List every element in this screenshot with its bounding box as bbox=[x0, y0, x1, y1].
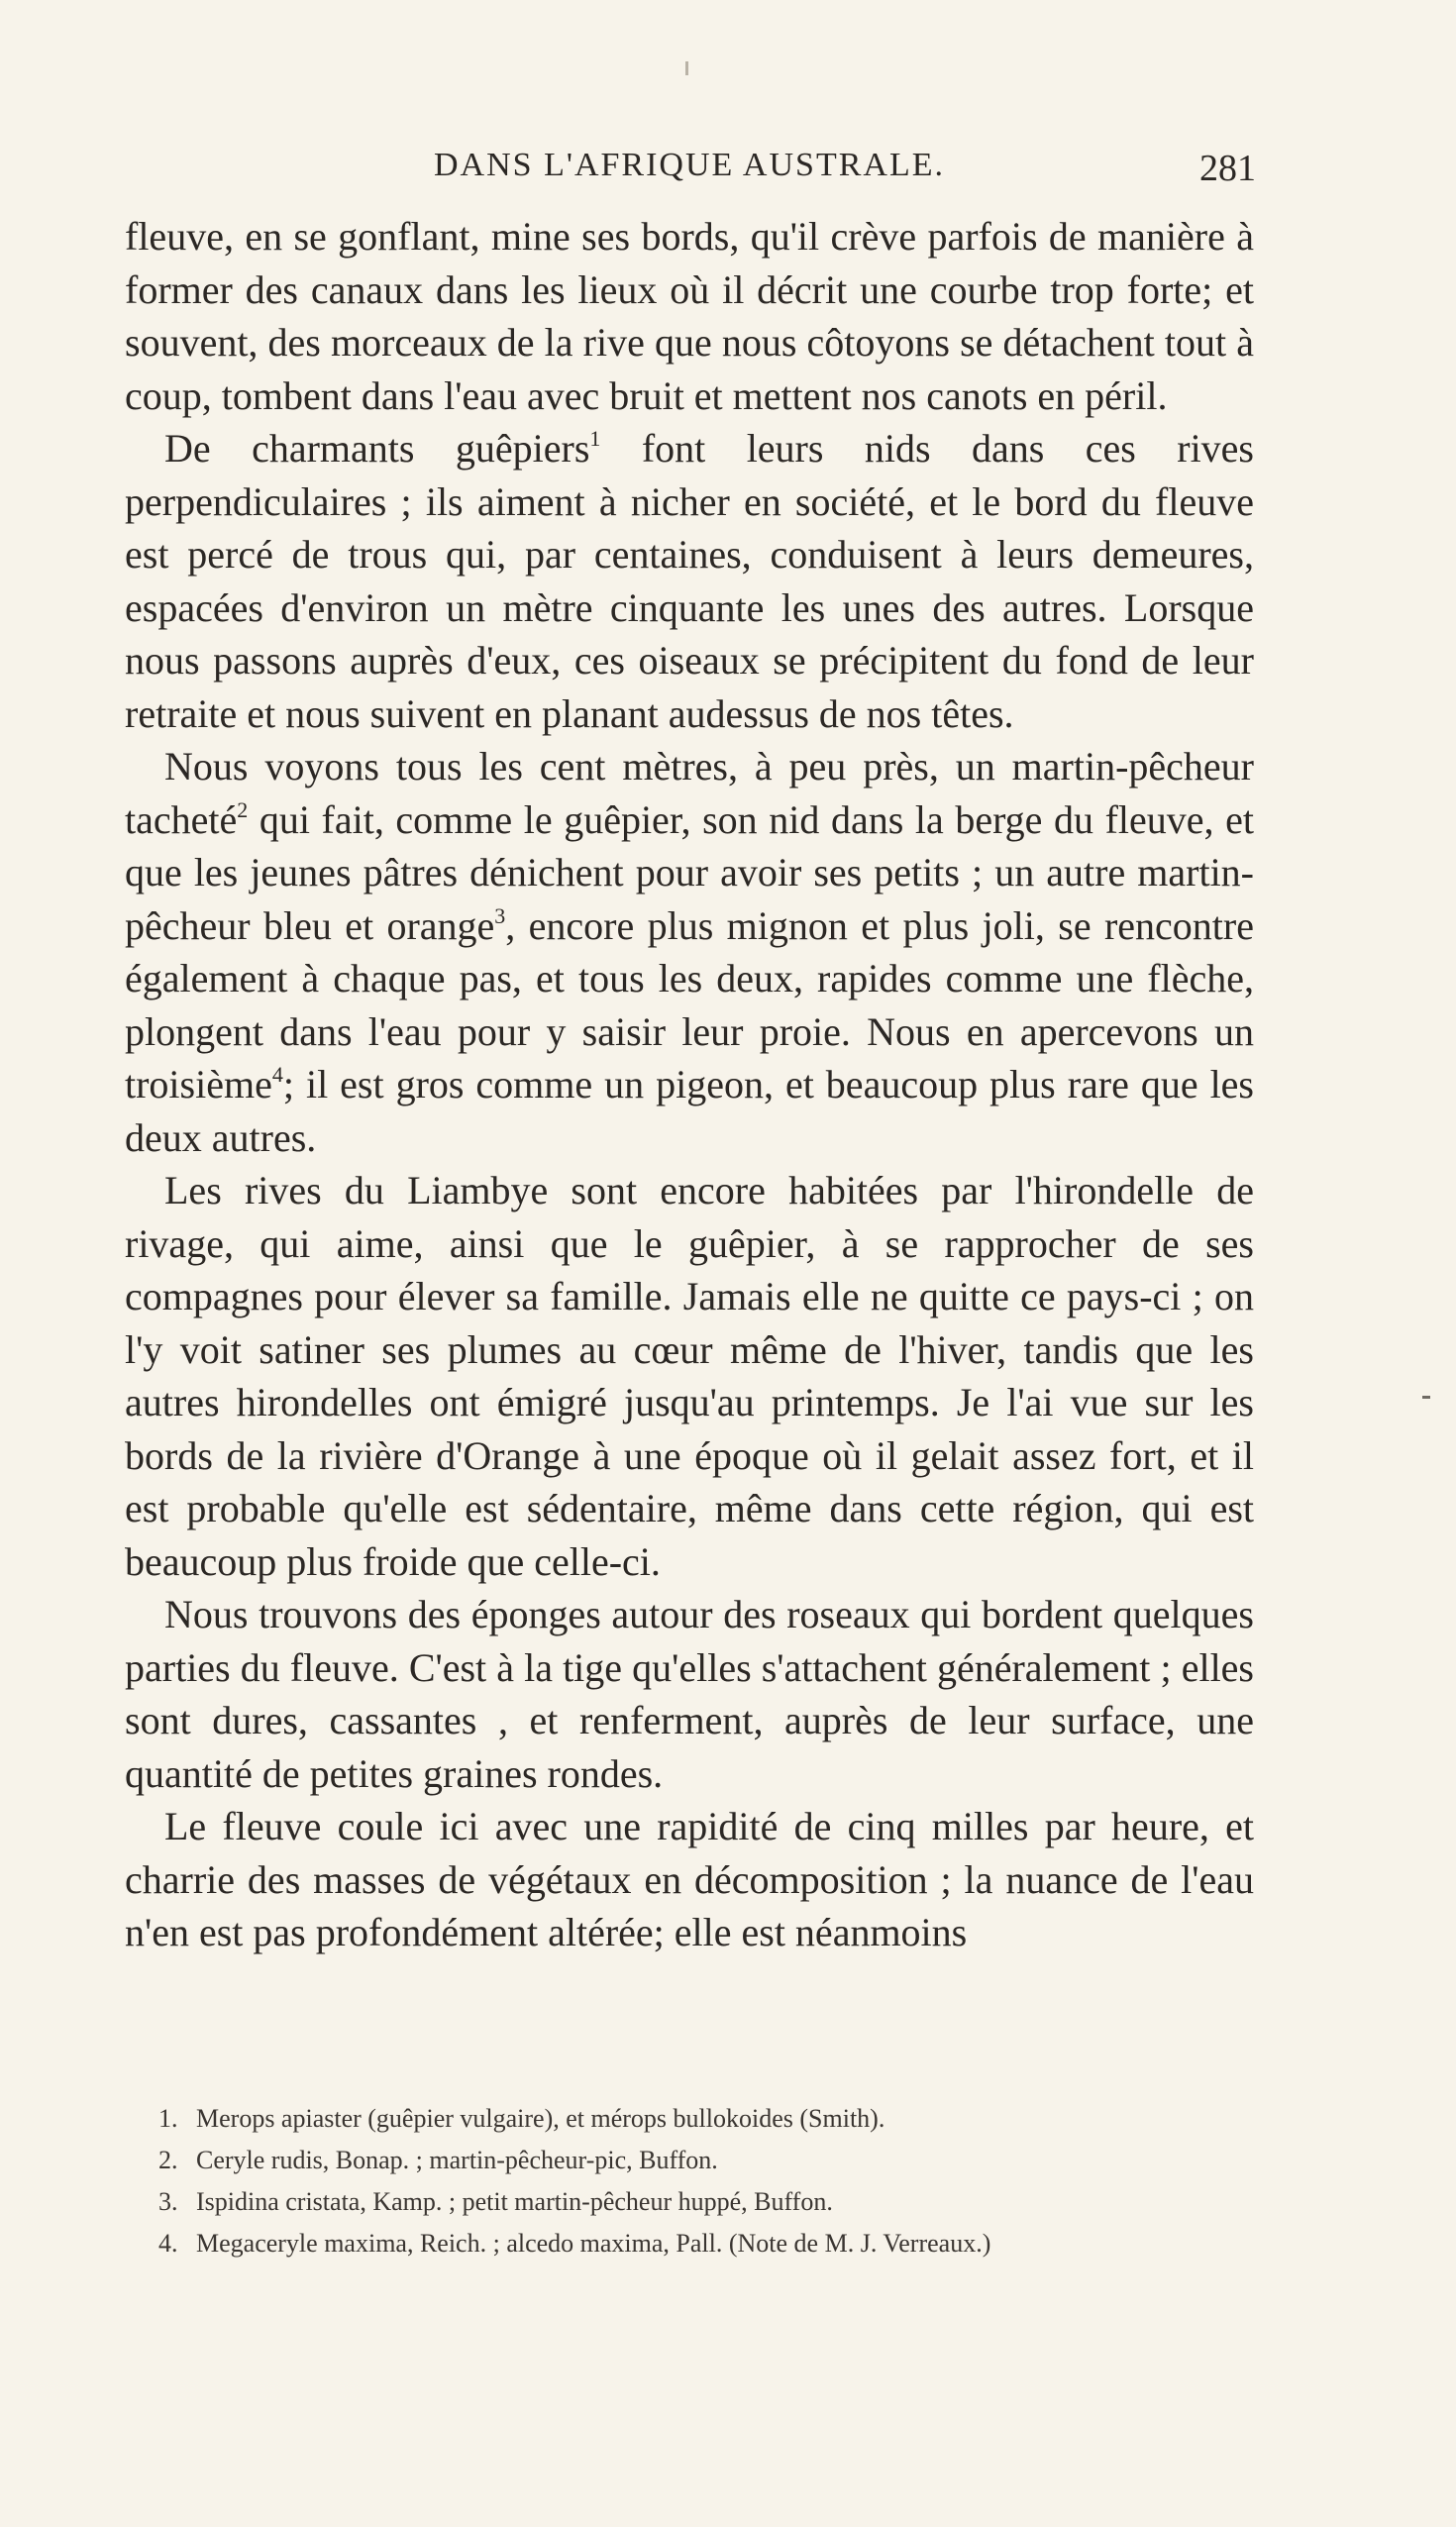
margin-mark bbox=[1422, 1396, 1430, 1399]
footnote-ref-2: 2 bbox=[237, 796, 249, 822]
footnote-ref-3: 3 bbox=[494, 902, 506, 928]
paragraph-1: fleuve, en se gonflant, mine ses bords, qu'il crève parfois de manière à former des canaux dans les lieux où il décrit une courbe trop forte; et souvent, des morceaux de la rive que nous côtoyons se détachent tout à coup, tombent dans l'eau avec bruit et mettent nos canots en péril. bbox=[125, 214, 1254, 418]
paragraph-5: Nous trouvons des éponges autour des roseaux qui bordent quelques parties du fleuve. C'est à la tige qu'elles s'attachent généralement ; elles sont dures, cassantes , et renferment, auprès de leur surface, une quantité de petites graines rondes. bbox=[125, 1592, 1254, 1796]
footnotes bbox=[158, 2098, 1258, 2264]
paragraph-3: Nous voyons tous les cent mètres, à peu près, un martin-pêcheur tacheté$^2$ qui fait, comme le guêpier, son nid dans la berge du fleuve, et que les jeunes pâtres dénichent pour avoir ses petits ; un autre martin-pêcheur bleu et orange$^3$, encore plus mignon et plus joli, se rencontre également à chaque pas, et tous les deux, rapides comme une flèche, plongent dans l'eau pour y saisir leur proie. Nous en apercevons un troisième$^4$; il est gros comme un pigeon, et beaucoup plus rare que les deux autres. bbox=[125, 744, 1254, 1160]
footnote-2: 2. Ceryle rudis, Bonap. ; martin-pêcheur-pic, Buffon. bbox=[158, 2146, 718, 2174]
body-text bbox=[125, 210, 1254, 1959]
footnote-ref-4: 4 bbox=[271, 1062, 283, 1087]
paragraph-4: Les rives du Liambye sont encore habitées par l'hirondelle de rivage, qui aime, ainsi que le guêpier, à se rapprocher de ses compagnes pour élever sa famille. Jamais elle ne quitte ce pays-ci ; on l'y voit satiner ses plumes au cœur même de l'hiver, tandis que les autres hirondelles ont émigré jusqu'au printemps. Je l'ai vue sur les bords de la rivière d'Orange à une époque où il gelait assez fort, et il est probable qu'elle est sédentaire, même dans cette région, qui est beaucoup plus froide que celle-ci. bbox=[125, 1168, 1254, 1584]
footnote-3: 3. Ispidina cristata, Kamp. ; petit martin-pêcheur huppé, Buffon. bbox=[158, 2187, 833, 2216]
print-mark bbox=[685, 61, 688, 75]
page-number: 281 bbox=[1199, 148, 1256, 189]
paragraph-6: Le fleuve coule ici avec une rapidité de cinq milles par heure, et charrie des masses de végétaux en décomposition ; la nuance de l'eau n'en est pas profondément altérée; elle est néanmoins bbox=[125, 1804, 1254, 1954]
footnote-4: 4. Megaceryle maxima, Reich. ; alcedo maxima, Pall. (Note de M. J. Verreaux.) bbox=[158, 2229, 991, 2258]
running-header bbox=[127, 147, 1256, 206]
paragraph-2: De charmants guêpiers$^1$ font leurs nids dans ces rives perpendiculaires ; ils aiment à nicher en société, et le bord du fleuve est percé de trous qui, par centaines, conduisent à leurs demeures, espacées d'environ un mètre cinquante les unes des autres. Lorsque nous passons auprès d'eux, ces oiseaux se précipitent du fond de leur retraite et nous suivent en planant audessus de nos têtes. bbox=[125, 426, 1254, 736]
running-title: DANS L'AFRIQUE AUSTRALE. bbox=[434, 147, 945, 183]
footnote-ref-1: 1 bbox=[589, 426, 601, 451]
footnote-1: 1. Merops apiaster (guêpier vulgaire), et mérops bullokoides (Smith). bbox=[158, 2104, 885, 2133]
